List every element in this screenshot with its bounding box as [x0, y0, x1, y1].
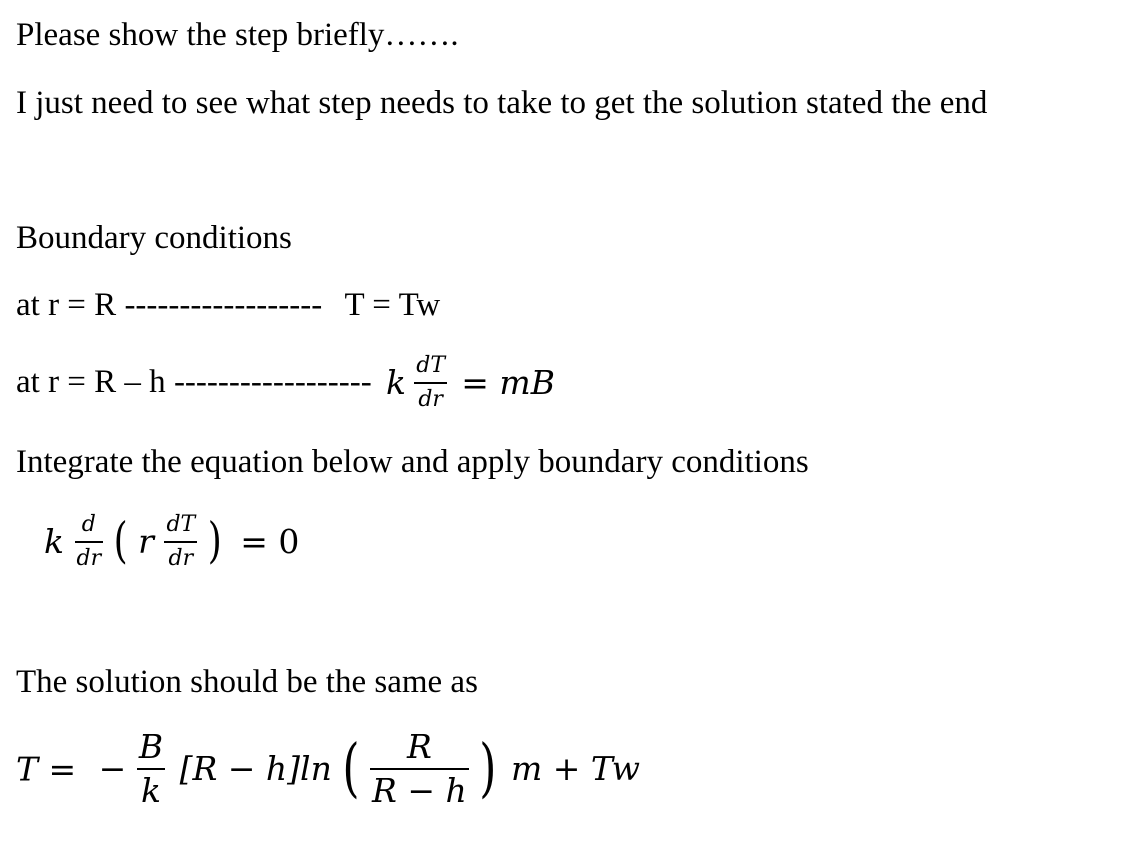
solution-minus: − [98, 749, 127, 789]
solution-frac-denominator: k [137, 768, 165, 810]
cond1-dashes: ------------------ [124, 287, 323, 323]
boundary-condition-1 [16, 289, 440, 322]
cond2-rhs: = mB [461, 363, 555, 402]
cond2-dashes: ------------------ [173, 364, 372, 400]
ode-inner-denominator: dr [164, 541, 197, 573]
ode-rhs: = 0 [240, 522, 300, 561]
cond1-left: at r = R [16, 287, 117, 323]
solution-log-numerator: R [406, 727, 432, 766]
solution-intro: The solution should be the same as [16, 664, 478, 700]
ode-inner-derivative [164, 511, 197, 572]
solution-lhs: T = [16, 749, 77, 789]
solution-frac-numerator: B [138, 727, 164, 766]
solution-bracket-term: [R − h]ln [179, 749, 332, 789]
ode-left-paren: ( [113, 513, 128, 569]
request-line: Please show the step briefly……. [16, 17, 459, 53]
ode-equation [44, 511, 299, 572]
ode-outer-derivative [75, 511, 104, 572]
solution-left-paren: ( [342, 731, 360, 806]
solution-log-fraction [370, 728, 469, 810]
cond2-numerator: dT [416, 353, 446, 378]
solution-right-paren: ) [479, 731, 497, 806]
solution-log-denominator: R − h [370, 768, 469, 810]
boundary-heading: Boundary conditions [16, 220, 292, 256]
solution-tail: m + Tw [510, 749, 640, 789]
ode-inner-numerator: dT [166, 512, 196, 537]
request-detail: I just need to see what step needs to take to get the solution stated the end [16, 85, 988, 121]
ode-k: k [44, 522, 64, 561]
ode-outer-numerator: d [81, 512, 96, 537]
solution-equation [16, 728, 640, 810]
boundary-condition-2 [16, 352, 555, 413]
ode-right-paren: ) [207, 513, 222, 569]
cond2-denominator: dr [414, 382, 447, 414]
ode-r: r [138, 522, 154, 561]
cond1-right: T = Tw [344, 287, 441, 323]
ode-outer-denominator: dr [75, 541, 104, 573]
integration-instruction: Integrate the equation below and apply boundary conditions [16, 444, 809, 480]
cond2-derivative [414, 352, 447, 413]
cond2-k: k [386, 363, 406, 402]
cond2-left: at r = R – h [16, 364, 166, 400]
solution-b-over-k [137, 728, 165, 810]
